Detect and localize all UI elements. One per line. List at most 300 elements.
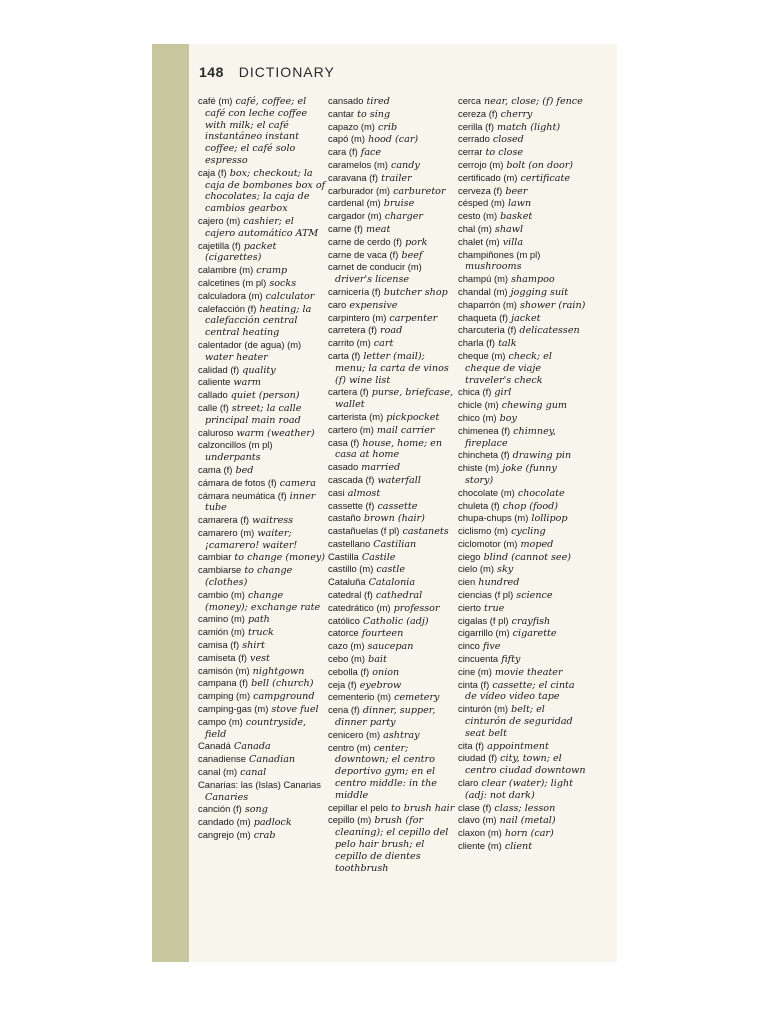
- entry-translation: chocolate: [517, 487, 565, 499]
- entry-translation: cassette: [377, 500, 418, 512]
- dictionary-entry: [458, 512, 586, 525]
- entry-headword: claxon (m): [458, 827, 502, 839]
- entry-headword: cielo (m): [458, 563, 494, 575]
- entry-headword: carta (f): [328, 349, 361, 361]
- entry-headword: calzoncillos (m pl): [198, 439, 273, 451]
- dictionary-entry: [328, 679, 456, 692]
- dictionary-entry: [458, 653, 586, 666]
- dictionary-entry: [328, 602, 456, 615]
- entry-headword: camisón (m): [198, 664, 250, 676]
- entry-translation: driver's license: [335, 274, 410, 286]
- entry-translation: street; la calle principal main road: [205, 402, 302, 426]
- entry-headword: cerca: [458, 95, 481, 106]
- entry-translation: true: [484, 602, 505, 614]
- dictionary-entry: [458, 525, 586, 538]
- dictionary-entry: [328, 512, 456, 525]
- dictionary-entry: [198, 716, 326, 741]
- entry-translation: warm: [233, 377, 262, 389]
- entry-headword: cierto: [458, 601, 481, 613]
- entry-translation: Catholic (adj): [362, 615, 429, 627]
- page-header: [199, 64, 335, 80]
- entry-translation: clear (water); light (adj: not dark): [465, 778, 573, 801]
- entry-headword: calculadora (m): [198, 289, 263, 301]
- entry-headword: carpintero (m): [328, 311, 387, 323]
- entry-headword: camión (m): [198, 626, 245, 638]
- entry-translation: cemetery: [394, 692, 440, 704]
- entry-translation: bait: [368, 654, 387, 666]
- entry-headword: casa (f): [328, 436, 360, 448]
- dictionary-entry: [198, 376, 326, 389]
- entry-translation: change (money); exchange rate: [205, 589, 321, 613]
- dictionary-entry: [458, 172, 586, 185]
- entry-translation: to change (money): [234, 552, 326, 564]
- dictionary-entry: [458, 185, 586, 198]
- dictionary-entry: [198, 652, 326, 665]
- entry-headword: callado: [198, 389, 228, 401]
- dictionary-entry: [458, 197, 586, 210]
- dictionary-entry: [458, 223, 586, 236]
- entry-headword: cara (f): [328, 146, 358, 158]
- entry-headword: cama (f): [198, 463, 233, 475]
- dictionary-entry: [198, 464, 326, 477]
- entry-headword: carne (f): [328, 222, 363, 234]
- entry-headword: chal (m): [458, 222, 492, 234]
- dictionary-entry: [198, 551, 326, 564]
- entry-headword: chaqueta (f): [458, 311, 509, 323]
- entry-headword: ciclomotor (m): [458, 537, 518, 549]
- entry-headword: Canarias: las (Islas) Canarias: [198, 778, 321, 790]
- entry-translation: meat: [365, 223, 391, 235]
- entry-translation: camera: [279, 477, 316, 489]
- entry-translation: pork: [405, 236, 428, 248]
- dictionary-entry: [458, 399, 586, 412]
- dictionary-entry: [328, 386, 456, 411]
- entry-headword: chicle (m): [458, 399, 499, 411]
- entry-translation: professor: [393, 602, 440, 614]
- entry-translation: water heater: [205, 351, 268, 363]
- entry-translation: beef: [401, 249, 423, 261]
- dictionary-entry: [328, 411, 456, 424]
- entry-translation: to change (clothes): [205, 565, 293, 589]
- entry-headword: camping (m): [198, 690, 251, 702]
- entry-headword: Castilla: [328, 550, 359, 562]
- dictionary-entry: [328, 525, 456, 538]
- dictionary-entry: [328, 146, 456, 159]
- entry-headword: chandal (m): [458, 285, 508, 297]
- entry-headword: calidad (f): [198, 363, 240, 375]
- entry-translation: basket: [500, 211, 533, 223]
- dictionary-entry: [198, 677, 326, 690]
- entry-headword: cámara de fotos (f): [198, 476, 277, 488]
- dictionary-entry: [198, 490, 326, 515]
- entry-headword: cerrojo (m): [458, 158, 504, 170]
- column-1: [198, 95, 326, 842]
- dictionary-entry: [458, 740, 586, 753]
- dictionary-entry: [328, 261, 456, 286]
- page-number: 148: [199, 64, 224, 80]
- entry-headword: chica (f): [458, 386, 492, 398]
- dictionary-entry: [328, 95, 456, 108]
- dictionary-entry: [328, 576, 456, 589]
- entry-translation: carpenter: [389, 312, 438, 324]
- entry-headword: castaño: [328, 512, 361, 524]
- dictionary-entry: [458, 337, 586, 350]
- dictionary-entry: [198, 364, 326, 377]
- entry-headword: ciego: [458, 550, 481, 562]
- dictionary-entry: [458, 249, 586, 274]
- entry-headword: camisa (f): [198, 639, 240, 651]
- entry-translation: science: [516, 590, 553, 602]
- entry-translation: jacket: [511, 312, 541, 324]
- entry-translation: tired: [366, 96, 390, 107]
- entry-headword: caliente: [198, 376, 231, 388]
- dictionary-entry: [198, 589, 326, 614]
- entry-headword: cardenal (m): [328, 197, 381, 209]
- entry-translation: jogging suit: [510, 286, 569, 298]
- entry-headword: ceja (f): [328, 678, 357, 690]
- entry-translation: mushrooms: [465, 261, 522, 273]
- dictionary-entry: [328, 337, 456, 350]
- entry-headword: cenicero (m): [328, 728, 381, 740]
- entry-headword: cinco: [458, 640, 480, 652]
- entry-translation: mail carrier: [376, 424, 435, 436]
- entry-translation: moped: [520, 538, 554, 550]
- dictionary-entry: [198, 626, 326, 639]
- entry-headword: centro (m): [328, 741, 371, 753]
- entry-headword: cepillar el pelo: [328, 801, 388, 813]
- entry-translation: movie theater: [494, 666, 563, 678]
- dictionary-entry: [328, 589, 456, 602]
- entry-translation: Canaries: [205, 791, 249, 803]
- entry-translation: quiet (person): [230, 390, 300, 402]
- dictionary-entry: [198, 477, 326, 490]
- entry-headword: cangrejo (m): [198, 829, 251, 841]
- entry-headword: carterista (m): [328, 410, 384, 422]
- dictionary-entry: [328, 437, 456, 462]
- dictionary-entry: [458, 640, 586, 653]
- dictionary-entry: [198, 527, 326, 552]
- entry-translation: shirt: [242, 640, 265, 652]
- entry-translation: certificate: [520, 172, 571, 184]
- entry-translation: villa: [502, 236, 524, 248]
- dictionary-entry: [458, 121, 586, 134]
- entry-translation: quality: [242, 364, 276, 376]
- entry-headword: carnicería (f): [328, 285, 381, 297]
- entry-translation: talk: [498, 338, 517, 350]
- entry-headword: cheque (m): [458, 349, 506, 361]
- dictionary-entry: [458, 312, 586, 325]
- entry-headword: cargador (m): [328, 210, 382, 222]
- entry-translation: expensive: [349, 299, 398, 311]
- entry-translation: cycling: [511, 526, 546, 538]
- entry-headword: cajero (m): [198, 214, 241, 226]
- entry-headword: cascada (f): [328, 473, 375, 485]
- dictionary-entry: [328, 286, 456, 299]
- entry-translation: castanets: [402, 526, 449, 538]
- dictionary-entry: [458, 538, 586, 551]
- entry-translation: match (light): [497, 121, 561, 133]
- entry-headword: capazo (m): [328, 120, 375, 132]
- dictionary-entry: [198, 816, 326, 829]
- entry-headword: champiñones (m pl): [458, 248, 541, 260]
- dictionary-entry: [328, 121, 456, 134]
- dictionary-entry: [458, 146, 586, 159]
- entry-headword: césped (m): [458, 197, 505, 209]
- entry-headword: campana (f): [198, 677, 249, 689]
- entry-translation: blind (cannot see): [483, 551, 572, 563]
- dictionary-entry: [458, 666, 586, 679]
- entry-headword: cajetilla (f): [198, 239, 241, 251]
- dictionary-entry: [458, 273, 586, 286]
- dictionary-entry: [458, 159, 586, 172]
- entry-headword: cereza (f): [458, 107, 498, 119]
- entry-translation: boy: [499, 412, 517, 424]
- dictionary-entry: [458, 462, 586, 487]
- entry-headword: caravana (f): [328, 171, 379, 183]
- entry-translation: eyebrow: [359, 679, 402, 691]
- entry-translation: crib: [377, 121, 398, 133]
- dictionary-entry: [328, 500, 456, 513]
- dictionary-entry: [198, 690, 326, 703]
- entry-headword: cambiar: [198, 551, 232, 563]
- dictionary-entry: [328, 615, 456, 628]
- entry-translation: to brush hair: [391, 802, 455, 814]
- entry-headword: cesto (m): [458, 210, 498, 222]
- entry-translation: closed: [492, 134, 524, 146]
- entry-headword: carnet de conducir (m): [328, 261, 422, 273]
- dictionary-entry: [458, 679, 586, 704]
- entry-headword: clase (f): [458, 801, 492, 813]
- dictionary-entry: [458, 412, 586, 425]
- entry-translation: chewing gum: [501, 400, 567, 412]
- entry-headword: castañuelas (f pl): [328, 525, 400, 537]
- dictionary-entry: [458, 236, 586, 249]
- entry-translation: girl: [494, 387, 512, 399]
- entry-headword: camiseta (f): [198, 651, 247, 663]
- entry-headword: cliente (m): [458, 840, 502, 852]
- entry-headword: chimenea (f): [458, 424, 511, 436]
- dictionary-entry: [198, 339, 326, 364]
- entry-translation: horn (car): [504, 828, 554, 840]
- dictionary-entry: [198, 427, 326, 440]
- dictionary-entry: [198, 264, 326, 277]
- entry-headword: cambio (m): [198, 588, 245, 600]
- dictionary-entry: [328, 299, 456, 312]
- entry-headword: carrito (m): [328, 337, 371, 349]
- entry-headword: calentador (de agua) (m): [198, 338, 302, 350]
- entry-translation: packet (cigarettes): [205, 240, 277, 264]
- entry-translation: padlock: [253, 817, 292, 829]
- entry-translation: waiter; ¡camarero! waiter!: [205, 527, 298, 551]
- entry-headword: cartero (m): [328, 423, 374, 435]
- entry-headword: cine (m): [458, 665, 492, 677]
- entry-headword: calefacción (f): [198, 302, 257, 314]
- entry-headword: catedral (f): [328, 589, 373, 601]
- entry-translation: pickpocket: [386, 411, 440, 423]
- entry-translation: ashtray: [383, 729, 420, 741]
- dictionary-entry: [198, 564, 326, 589]
- entry-translation: married: [361, 462, 401, 474]
- dictionary-entry: [328, 461, 456, 474]
- entry-translation: delicatessen: [519, 325, 580, 337]
- dictionary-entry: [458, 840, 586, 853]
- entry-translation: café, coffee; el café con leche coffee with milk; el café instantáneo instant coffee; el café solo espresso: [205, 96, 308, 166]
- entry-translation: chimney, fireplace: [465, 425, 556, 449]
- dictionary-entry: [328, 551, 456, 564]
- dictionary-entry: [198, 613, 326, 626]
- entry-translation: onion: [372, 666, 400, 678]
- entry-translation: Castilian: [373, 538, 417, 550]
- entry-headword: cerilla (f): [458, 120, 494, 132]
- entry-translation: truck: [247, 627, 274, 639]
- entry-headword: cartera (f): [328, 386, 369, 398]
- entry-headword: capó (m): [328, 133, 365, 145]
- entry-translation: cathedral: [375, 590, 423, 602]
- entry-headword: canal (m): [198, 766, 238, 778]
- dictionary-entry: [328, 324, 456, 337]
- entry-translation: belt; el cinturón de seguridad seat belt: [465, 704, 573, 739]
- entry-translation: inner tube: [205, 490, 316, 514]
- dictionary-entry: [458, 752, 586, 777]
- dictionary-entry: [198, 753, 326, 766]
- dictionary-entry: [328, 627, 456, 640]
- entry-headword: charcutería (f): [458, 324, 517, 336]
- dictionary-entry: [198, 740, 326, 753]
- entry-headword: chico (m): [458, 411, 497, 423]
- dictionary-entry: [198, 167, 326, 215]
- entry-translation: carburetor: [393, 185, 446, 197]
- entry-headword: carne de vaca (f): [328, 248, 399, 260]
- dictionary-entry: [328, 424, 456, 437]
- entry-headword: cinturón (m): [458, 703, 509, 715]
- entry-translation: heating; la calefacción central central heating: [205, 303, 312, 339]
- dictionary-entry: [458, 500, 586, 513]
- entry-translation: sky: [497, 564, 514, 576]
- entry-headword: cena (f): [328, 704, 360, 716]
- entry-translation: castle: [376, 564, 406, 576]
- entry-headword: chaparrón (m): [458, 298, 517, 310]
- entry-translation: lawn: [507, 198, 532, 210]
- entry-translation: countryside, field: [205, 716, 307, 740]
- entry-translation: cassette; el cinta de vídeo video tape: [465, 679, 575, 703]
- dictionary-page: [152, 44, 617, 962]
- entry-translation: fifty: [501, 654, 521, 666]
- column-2: [328, 95, 456, 874]
- dictionary-entry: [328, 197, 456, 210]
- dictionary-entry: [198, 389, 326, 402]
- entry-translation: Castile: [361, 551, 396, 563]
- entry-translation: near, close; (f) fence: [484, 96, 583, 107]
- entry-translation: underpants: [205, 452, 261, 464]
- entry-headword: caro: [328, 298, 347, 310]
- entry-headword: cepillo (m): [328, 814, 372, 826]
- entry-headword: cambiarse: [198, 564, 242, 576]
- entry-translation: waterfall: [377, 474, 421, 486]
- dictionary-entry: [328, 474, 456, 487]
- entry-headword: cebo (m): [328, 653, 365, 665]
- dictionary-entry: [458, 386, 586, 399]
- dictionary-entry: [198, 829, 326, 842]
- dictionary-entry: [198, 779, 326, 804]
- entry-translation: calculator: [265, 290, 315, 302]
- entry-translation: bruise: [383, 198, 415, 210]
- dictionary-entry: [198, 803, 326, 816]
- entry-translation: Canadian: [249, 754, 296, 766]
- entry-translation: drawing pin: [512, 450, 572, 462]
- dictionary-entry: [458, 425, 586, 450]
- dictionary-entry: [458, 108, 586, 121]
- dictionary-entry: [458, 827, 586, 840]
- entry-headword: caramelos (m): [328, 158, 388, 170]
- entry-headword: cementerio (m): [328, 691, 392, 703]
- entry-headword: candado (m): [198, 816, 251, 828]
- entry-translation: hundred: [478, 577, 520, 589]
- entry-headword: casi: [328, 486, 345, 498]
- dictionary-entry: [198, 514, 326, 527]
- entry-translation: path: [247, 614, 270, 626]
- dictionary-entry: [328, 666, 456, 679]
- entry-translation: candy: [390, 159, 420, 171]
- dictionary-entry: [328, 814, 456, 874]
- entry-headword: carretera (f): [328, 324, 377, 336]
- dictionary-entry: [198, 665, 326, 678]
- dictionary-entry: [328, 350, 456, 386]
- entry-translation: beer: [505, 185, 528, 197]
- entry-headword: cincuenta: [458, 653, 499, 665]
- dictionary-entry: [198, 215, 326, 240]
- dictionary-entry: [328, 640, 456, 653]
- dictionary-entry: [458, 814, 586, 827]
- entry-translation: waitress: [252, 515, 294, 527]
- dictionary-entry: [458, 210, 586, 223]
- dictionary-entry: [328, 172, 456, 185]
- page-title: DICTIONARY: [238, 64, 335, 80]
- entry-headword: Canadá: [198, 740, 231, 752]
- entry-headword: café (m): [198, 95, 233, 106]
- entry-headword: castillo (m): [328, 563, 374, 575]
- dictionary-entry: [198, 303, 326, 339]
- dictionary-entry: [458, 627, 586, 640]
- entry-translation: lollipop: [531, 513, 568, 525]
- entry-headword: cerrado: [458, 133, 490, 145]
- entry-translation: check; el cheque de viaje traveler's check: [465, 350, 552, 386]
- entry-translation: nightgown: [252, 665, 305, 677]
- entry-translation: song: [244, 804, 268, 816]
- dictionary-entry: [458, 95, 586, 108]
- entry-headword: cerveza (f): [458, 184, 503, 196]
- entry-headword: calle (f): [198, 401, 229, 413]
- dictionary-entry: [198, 95, 326, 167]
- entry-headword: clavo (m): [458, 814, 497, 826]
- entry-translation: shower (rain): [519, 299, 586, 311]
- entry-translation: to sing: [357, 108, 391, 120]
- entry-headword: castellano: [328, 537, 371, 549]
- entry-translation: bed: [235, 464, 254, 476]
- entry-translation: face: [360, 147, 382, 159]
- dictionary-entry: [458, 324, 586, 337]
- dictionary-entry: [328, 249, 456, 262]
- dictionary-entry: [328, 210, 456, 223]
- dictionary-entry: [198, 639, 326, 652]
- entry-headword: chiste (m): [458, 462, 500, 474]
- entry-translation: saucepan: [367, 641, 414, 653]
- entry-translation: almost: [347, 487, 381, 499]
- entry-headword: calcetines (m pl): [198, 276, 267, 288]
- entry-headword: certificado (m): [458, 171, 518, 183]
- entry-translation: house, home; en casa at home: [335, 437, 443, 461]
- page-edge-band: [152, 44, 189, 962]
- entry-headword: catedrático (m): [328, 601, 391, 613]
